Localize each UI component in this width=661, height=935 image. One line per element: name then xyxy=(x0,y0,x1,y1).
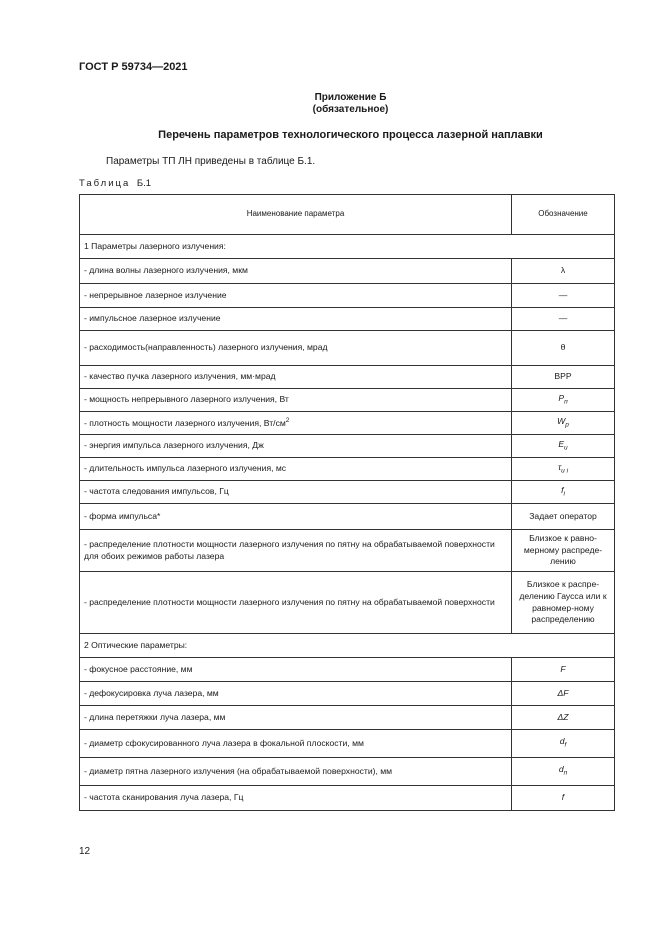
symbol-cell xyxy=(512,758,615,786)
parameter-name-cell xyxy=(80,730,512,758)
table-row xyxy=(80,504,615,530)
parameter-name: - качество пучка лазерного излучения, мм·мрад xyxy=(84,371,276,382)
parameter-name-cell xyxy=(80,435,512,458)
symbol-value: E xyxy=(558,438,565,449)
symbol-subscript: п xyxy=(564,398,568,406)
parameter-name-cell xyxy=(80,786,512,811)
symbol-cell xyxy=(512,504,615,530)
symbol-cell xyxy=(512,658,615,682)
symbol-cell xyxy=(512,706,615,730)
parameter-name-cell xyxy=(80,658,512,682)
document-title: Перечень параметров технологического процесса лазерной наплавки xyxy=(158,129,543,141)
page-number: 12 xyxy=(79,846,91,857)
parameter-name: - диаметр сфокусированного луча лазера в фокальной плоскости, мм xyxy=(84,737,364,748)
section-laser-radiation: 1 Параметры лазерного излучения: xyxy=(80,235,615,259)
symbol-value: Близкое к равно-мерному распреде-лению xyxy=(523,533,603,567)
table-row xyxy=(80,284,615,308)
symbol-cell xyxy=(512,308,615,331)
table-row xyxy=(80,786,615,811)
symbol-cell xyxy=(512,259,615,284)
table-row xyxy=(80,435,615,458)
symbol-value: d xyxy=(559,736,565,747)
section-optical-params: 2 Оптические параметры: xyxy=(80,634,615,658)
parameter-name: - частота следования импульсов, Гц xyxy=(84,486,229,497)
symbol-cell xyxy=(512,366,615,389)
symbol-cell xyxy=(512,730,615,758)
symbol-value: — xyxy=(558,313,568,324)
table-row xyxy=(80,366,615,389)
standard-header: ГОСТ Р 59734—2021 xyxy=(79,61,188,73)
table-row xyxy=(80,530,615,572)
symbol-subscript: р xyxy=(565,421,569,429)
table-label xyxy=(79,178,151,189)
parameter-name-cell xyxy=(80,504,512,530)
table-row xyxy=(80,308,615,331)
table-header-row xyxy=(80,195,615,235)
parameter-name-cell xyxy=(80,530,512,572)
parameter-name: - длина волны лазерного излучения, мкм xyxy=(84,265,248,276)
parameter-name-cell xyxy=(80,458,512,481)
symbol-value: BPP xyxy=(554,371,572,382)
parameter-name: - распределение плотности мощности лазерного излучения по пятну на обрабатываемой поверхности xyxy=(84,596,495,607)
symbol-cell xyxy=(512,458,615,481)
header-parameter-name: Наименование параметра xyxy=(80,195,512,235)
parameter-name-cell xyxy=(80,389,512,412)
annex-status: (обязательное) xyxy=(312,104,389,115)
symbol-cell xyxy=(512,572,615,634)
parameter-name: - импульсное лазерное излучение xyxy=(84,313,221,324)
symbol-value: W xyxy=(557,415,566,426)
parameter-name: - частота сканирования луча лазера, Гц xyxy=(84,792,244,803)
symbol-subscript: п xyxy=(563,769,568,777)
parameter-name: - форма импульса* xyxy=(84,510,161,521)
symbol-value: ΔZ xyxy=(557,711,569,722)
symbol-value: λ xyxy=(560,265,566,276)
symbol-cell xyxy=(512,412,615,435)
symbol-value: f xyxy=(561,484,564,495)
parameter-name-cell xyxy=(80,284,512,308)
symbol-cell xyxy=(512,530,615,572)
symbol-value: F xyxy=(560,663,566,674)
header-symbol: Обозначение xyxy=(512,195,615,235)
parameter-name-cell xyxy=(80,572,512,634)
table-label-word: Таблица xyxy=(79,178,131,189)
symbol-subscript: и xyxy=(564,444,568,452)
table-row xyxy=(80,481,615,504)
table-label-number: Б.1 xyxy=(136,178,152,189)
symbol-subscript: и i xyxy=(561,467,569,475)
unit-superscript: 2 xyxy=(285,416,290,424)
parameter-name-cell xyxy=(80,259,512,284)
table-row xyxy=(80,658,615,682)
table-row xyxy=(80,331,615,366)
symbol-value: θ xyxy=(560,342,566,353)
symbol-cell xyxy=(512,435,615,458)
parameter-name-cell xyxy=(80,412,512,435)
symbol-value: ΔF xyxy=(557,687,569,698)
symbol-cell xyxy=(512,481,615,504)
symbol-value: — xyxy=(558,289,568,300)
symbol-value: d xyxy=(558,764,564,775)
parameter-name: - диаметр пятна лазерного излучения (на обрабатываемой поверхности), мм xyxy=(84,765,393,776)
parameter-name: - непрерывное лазерное излучение xyxy=(84,289,227,300)
parameter-name-cell xyxy=(80,706,512,730)
symbol-value: Близкое к распре-делению Гаусса или к равномер-ному распределению xyxy=(519,579,607,625)
symbol-value: τ xyxy=(557,461,562,472)
section-row xyxy=(80,634,615,658)
parameter-name: - длительность импульса лазерного излучения, мс xyxy=(84,463,287,474)
table-row xyxy=(80,730,615,758)
symbol-value: P xyxy=(558,392,565,403)
table-row xyxy=(80,706,615,730)
intro-paragraph: Параметры ТП ЛН приведены в таблице Б.1. xyxy=(106,156,316,167)
parameter-name-cell xyxy=(80,308,512,331)
symbol-cell xyxy=(512,284,615,308)
parameter-name: - фокусное расстояние, мм xyxy=(84,663,193,674)
annex-title: Приложение Б xyxy=(314,92,387,103)
symbol-value: Задает оператор xyxy=(529,510,597,521)
parameter-name: - дефокусировка луча лазера, мм xyxy=(84,687,219,698)
symbol-value: f xyxy=(561,792,565,803)
parameter-name-cell xyxy=(80,682,512,706)
table-row xyxy=(80,412,615,435)
table-row xyxy=(80,458,615,481)
table-row xyxy=(80,389,615,412)
parameter-name: - расходимость(направленность) лазерного излучения, мрад xyxy=(84,342,328,353)
parameter-name-cell xyxy=(80,331,512,366)
parameter-name: - энергия импульса лазерного излучения, Дж xyxy=(84,440,264,451)
parameter-name: - распределение плотности мощности лазерного излучения по пятну на обрабатываемой поверхности для обоих режимов работы лазера xyxy=(84,538,495,561)
symbol-subscript: i xyxy=(563,490,565,498)
symbol-cell xyxy=(512,389,615,412)
parameter-name-cell xyxy=(80,758,512,786)
table-row xyxy=(80,259,615,284)
parameters-table xyxy=(79,194,615,811)
symbol-cell xyxy=(512,786,615,811)
parameter-name: - длина перетяжки луча лазера, мм xyxy=(84,711,226,722)
table-row xyxy=(80,572,615,634)
symbol-cell xyxy=(512,682,615,706)
symbol-cell xyxy=(512,331,615,366)
section-row xyxy=(80,235,615,259)
parameter-name: - мощность непрерывного лазерного излучения, Вт xyxy=(84,394,289,405)
table-row xyxy=(80,682,615,706)
symbol-subscript: f xyxy=(564,741,567,749)
parameter-name-cell xyxy=(80,481,512,504)
table-row xyxy=(80,758,615,786)
parameter-name-cell xyxy=(80,366,512,389)
parameter-name: - плотность мощности лазерного излучения, Вт/см xyxy=(84,417,286,428)
